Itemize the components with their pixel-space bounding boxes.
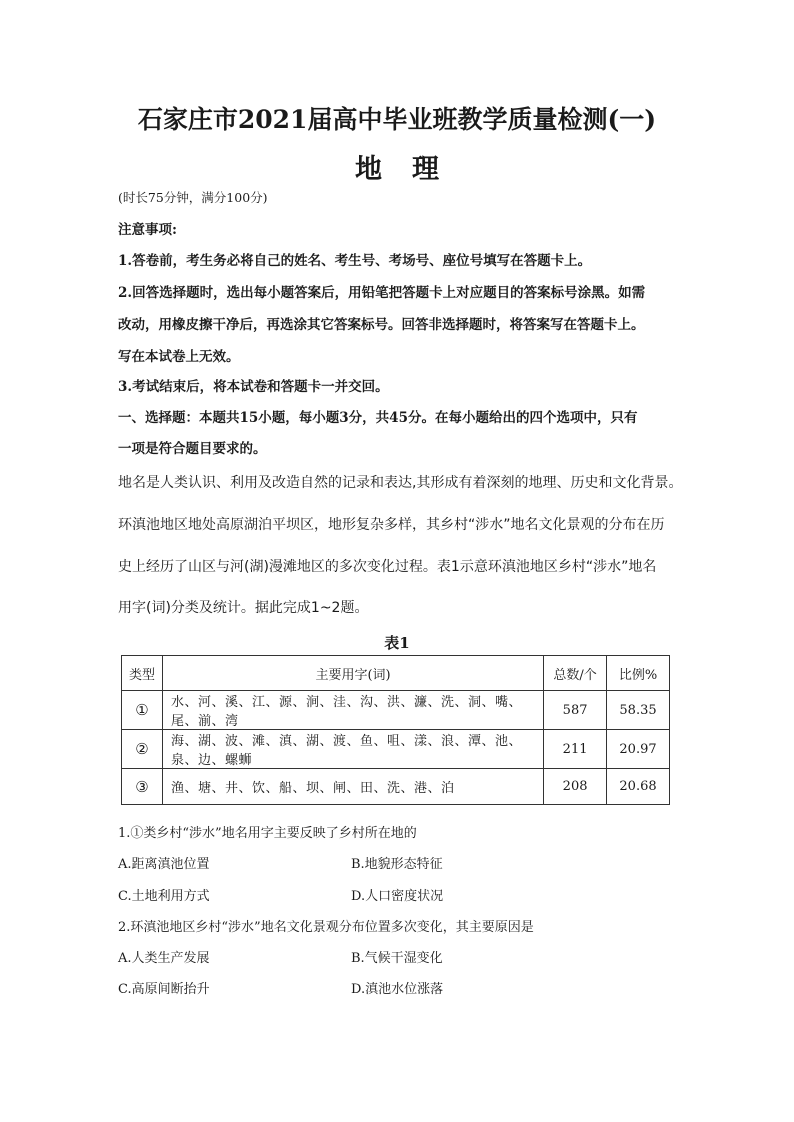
notice-item-2-line-1: 2.回答选择题时，选出每小题答案后，用铅笔把答题卡上对应题目的答案标号涂黑。如需 — [118, 285, 646, 301]
cell-ratio: 20.68 — [607, 769, 670, 805]
cell-total: 211 — [544, 730, 607, 769]
table-row — [122, 769, 670, 805]
cell-total: 587 — [544, 691, 607, 730]
question-1-option-b: B.地貌形态特征 — [351, 857, 443, 872]
cell-type: ③ — [122, 769, 163, 805]
header-type: 类型 — [122, 656, 163, 691]
question-2-option-c: C.高原间断抬升 — [118, 982, 210, 997]
question-2-option-a: A.人类生产发展 — [118, 951, 210, 966]
header-total: 总数/个 — [544, 656, 607, 691]
question-1-stem: 1.①类乡村“涉水”地名用字主要反映了乡村所在地的 — [118, 826, 417, 841]
cell-words: 海、湖、波、滩、滇、湖、渡、鱼、咀、漾、浪、潭、池、泉、边、螺蛳 — [162, 730, 543, 769]
cell-ratio: 20.97 — [607, 730, 670, 769]
notice-item-2-line-2: 改动，用橡皮擦干净后，再选涂其它答案标号。回答非选择题时，将答案写在答题卡上。 — [118, 317, 645, 333]
question-2-stem: 2.环滇池地区乡村“涉水”地名文化景观分布位置多次变化，其主要原因是 — [118, 920, 534, 935]
question-2-option-b: B.气候干湿变化 — [351, 951, 443, 966]
section-1-line-1: 一、选择题：本题共15小题，每小题3分，共45分。在每小题给出的四个选项中，只有 — [118, 410, 638, 426]
exam-duration: (时长75分钟，满分100分) — [118, 190, 268, 205]
subject-char-2: 理 — [412, 154, 439, 185]
table-caption: 表1 — [384, 634, 410, 652]
section-1-line-2: 一项是符合题目要求的。 — [118, 441, 267, 457]
passage-line-4: 用字(词)分类及统计。据此完成1~2题。 — [118, 600, 369, 616]
table-row — [122, 730, 670, 769]
notice-item-2-line-3: 写在本试卷上无效。 — [118, 349, 240, 365]
question-1-option-c: C.土地利用方式 — [118, 889, 210, 904]
table-header-row — [122, 656, 670, 691]
table-row — [122, 691, 670, 730]
notice-item-3: 3.考试结束后，将本试卷和答题卡一并交回。 — [118, 379, 389, 395]
cell-words: 水、河、溪、江、源、涧、洼、沟、洪、濂、洗、洞、嘴、尾、湔、湾 — [162, 691, 543, 730]
cell-total: 208 — [544, 769, 607, 805]
cell-words: 渔、塘、井、饮、船、坝、闸、田、洗、港、泊 — [162, 769, 543, 805]
question-1-option-a: A.距离滇池位置 — [118, 857, 210, 872]
passage-line-2: 环滇池地区地处高原湖泊平坝区，地形复杂多样，其乡村“涉水”地名文化景观的分布在历 — [118, 517, 665, 533]
subject-title — [0, 147, 794, 186]
question-2-option-d: D.滇池水位涨落 — [351, 982, 444, 997]
passage-line-1: 地名是人类认识、利用及改造自然的记录和表达,其形成有着深刻的地理、历史和文化背景。 — [118, 475, 683, 491]
subject-char-1: 地 — [355, 154, 382, 185]
cell-type: ② — [122, 730, 163, 769]
question-1-option-d: D.人口密度状况 — [351, 889, 444, 904]
header-words: 主要用字(词) — [162, 656, 543, 691]
notice-item-1: 1.答卷前，考生务必将自己的姓名、考生号、考场号、座位号填写在答题卡上。 — [118, 253, 592, 269]
cell-ratio: 58.35 — [607, 691, 670, 730]
exam-title: 石家庄市2021届高中毕业班教学质量检测(一) — [137, 105, 657, 134]
passage-line-3: 史上经历了山区与河(湖)漫滩地区的多次变化过程。表1示意环滇池地区乡村“涉水”地名 — [118, 559, 657, 575]
cell-type: ① — [122, 691, 163, 730]
data-table — [121, 655, 670, 805]
header-ratio: 比例% — [607, 656, 670, 691]
notice-heading: 注意事项: — [118, 222, 177, 238]
